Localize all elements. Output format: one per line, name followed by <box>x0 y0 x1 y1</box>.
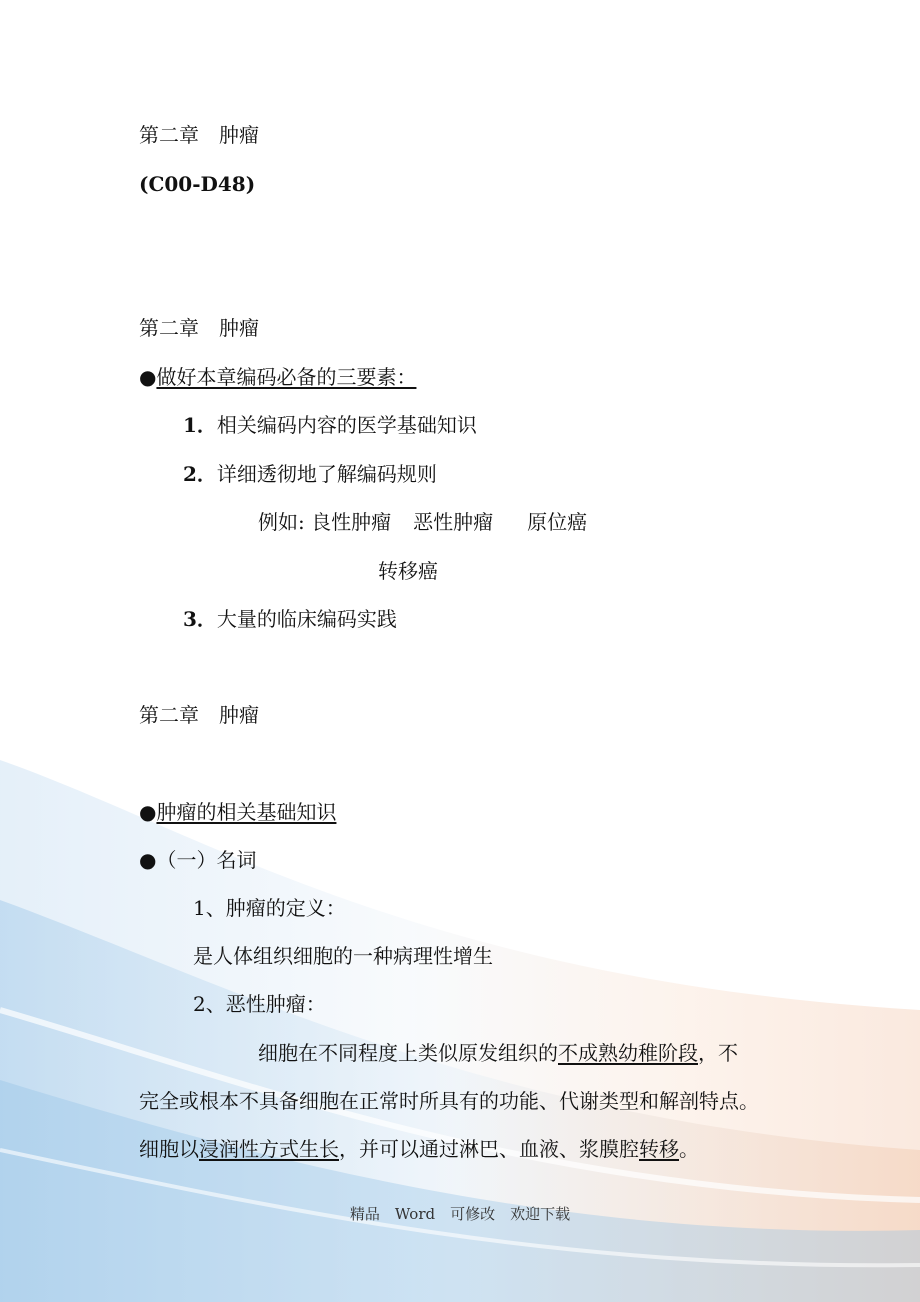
paragraph-text: ，并可以通过淋巴、血液、浆膜腔 <box>339 1137 639 1161</box>
list-item-text: 大量的临床编码实践 <box>216 607 397 631</box>
list-item-text: 相关编码内容的医学基础知识 <box>216 413 477 437</box>
list-item-number: 1． <box>183 413 217 437</box>
list-item <box>183 411 477 439</box>
sub-heading <box>139 846 256 874</box>
section-heading <box>139 798 336 826</box>
example-term: 原位癌 <box>527 510 588 534</box>
bullet-icon: ● <box>139 365 157 389</box>
underlined-term: 浸润性方式生长 <box>199 1137 339 1161</box>
section-heading-text: 肿瘤的相关基础知识 <box>156 800 337 824</box>
paragraph-text: 细胞在不同程度上类似原发组织的 <box>258 1041 558 1065</box>
list-item-text: 详细透彻地了解编码规则 <box>216 462 437 486</box>
definition-text: 是人体组织细胞的一种病理性增生 <box>193 944 493 968</box>
definition-label: 2、恶性肿瘤： <box>193 992 326 1016</box>
examples-line <box>258 508 587 536</box>
list-item-number: 3． <box>183 607 217 631</box>
example-term: 恶性肿瘤 <box>413 510 494 534</box>
paragraph-text: 细胞以 <box>139 1137 199 1161</box>
list-item-number: 2． <box>183 462 217 486</box>
underlined-term: 不成熟幼稚阶段 <box>558 1041 698 1065</box>
paragraph-line: 完全或根本不具备细胞在正常时所具有的功能、代谢类型和解剖特点。 <box>139 1089 759 1113</box>
page-footer: 精品 Word 可修改 欢迎下载 <box>349 1205 571 1223</box>
underlined-term: 转移 <box>639 1137 679 1161</box>
chapter-title: 第二章 肿瘤 <box>139 703 259 727</box>
section-heading-text: 做好本章编码必备的三要素： <box>156 365 417 389</box>
sub-heading-text: （一）名词 <box>156 848 257 872</box>
section-heading <box>139 363 416 391</box>
definition-label: 1、肿瘤的定义： <box>193 896 346 920</box>
chapter-title: 第二章 肿瘤 <box>139 123 259 147</box>
paragraph-text: 。 <box>679 1137 699 1161</box>
chapter-title: 第二章 肿瘤 <box>139 316 259 340</box>
example-term: 良性肿瘤 <box>311 510 392 534</box>
examples-prefix: 例如: <box>258 510 312 534</box>
code-range: (C00-D48) <box>139 172 256 196</box>
bullet-icon: ● <box>139 800 157 824</box>
paragraph-line <box>139 1135 699 1163</box>
paragraph-line <box>258 1039 738 1067</box>
example-term: 转移癌 <box>378 559 438 583</box>
list-item <box>183 605 397 633</box>
list-item <box>183 460 437 488</box>
bullet-icon: ● <box>139 848 157 872</box>
paragraph-text: ，不 <box>698 1041 738 1065</box>
